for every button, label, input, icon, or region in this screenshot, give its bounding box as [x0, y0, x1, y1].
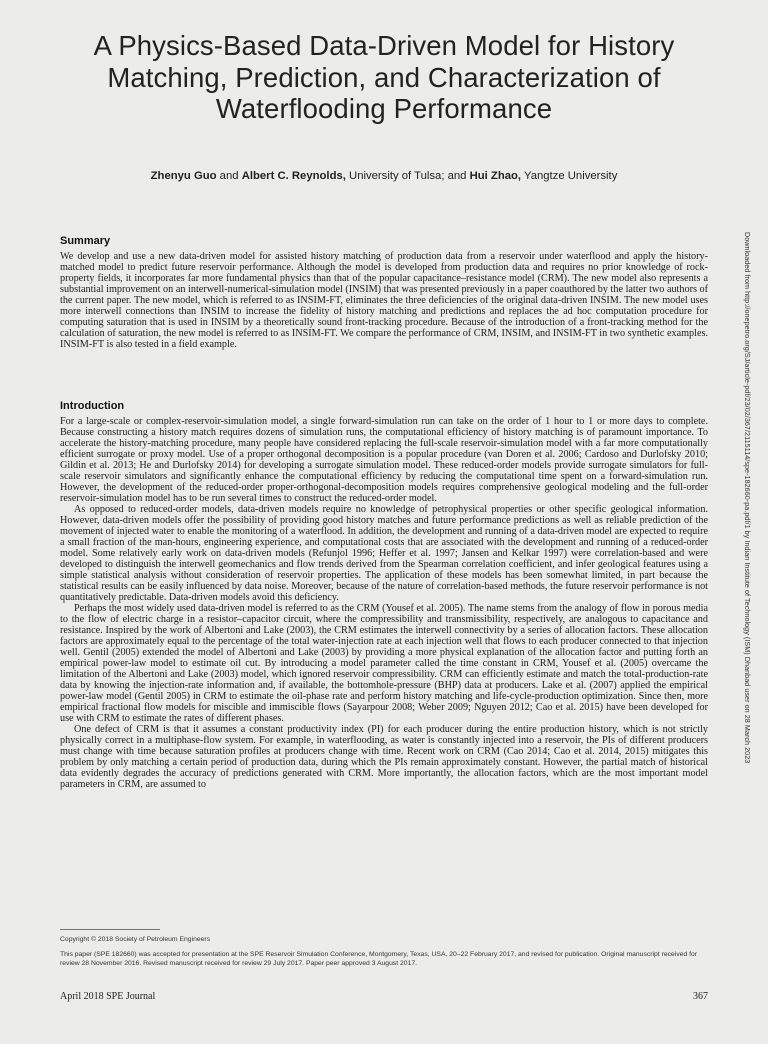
introduction-heading: Introduction: [60, 400, 125, 412]
author-name: Hui Zhao,: [469, 170, 522, 182]
introduction-body: [60, 416, 708, 790]
intro-paragraph: As opposed to reduced-order models, data-driven models require no knowledge of petrophysical properties or other specific geological information. However, data-driven models offer the possibility of providing good history matches and future performance predictions as well as reliable prediction of the movement of injected water to enable the monitoring of a waterflood. In addition, the development and running of a data-driven model are expected to require a small fraction of the man-hours, engineering experience, and computational costs that are associated with the development and running of a reduced-order model. Some relatively early work on data-driven models (Refunjol 1996; Heffer et al. 1997; Jansen and Kelkar 1997) were correlation-based and were developed to distinguish the interwell geomechanics and flow trends derived from the Spearman correlation coefficient, and infer geological features using a simple statistical analysis without consideration of reservoir properties. The application of these models has been somewhat limited, in part because the statistical results can be easily influenced by data noise. Moreover, because of the nature of correlation-based methods, the future reservoir performance is not quantitatively predictable. Data-driven models avoid this deficiency.: [60, 504, 708, 603]
intro-paragraph: For a large-scale or complex-reservoir-simulation model, a single forward-simulation run can take on the order of 1 hour to 1 or more days to complete. Because constructing a history match requires dozens of simulation runs, the computational efficiency of history matching is of paramount importance. To accelerate the history-matching procedure, many people have considered replacing the full-scale reservoir-simulation model with a far more computationally efficient surrogate or proxy model. Use of a proper orthogonal decomposition is a popular procedure (van Doren et al. 2006; Cardoso and Durlofsky 2010; Gildin et al. 2013; He and Durlofsky 2014) for developing a surrogate simulation model. These reduced-order models provide surrogate simulators for full-scale reservoir simulators and significantly enhance the computational efficiency by reducing the computational time spent on a forward-simulation run. However, the development of the reduced-order proper-orthogonal-decomposition models requires comprehensive geological modeling and the full-order reservoir-simulation model has to be run several times to construct the reduced-order model.: [60, 416, 708, 504]
intro-paragraph: One defect of CRM is that it assumes a constant productivity index (PI) for each producer during the entire production history, which is not strictly physically correct in a multiphase-flow system. For example, in waterflooding, as water is constantly injected into a reservoir, the PIs of different producers must change with time because saturation profiles at producers change with time. Recent work on CRM (Cao 2014; Cao et al. 2014, 2015) mitigates this problem by only matching a certain period of production data, during which the PIs remain approximately constant. However, the partial match of historical data evidently degrades the accuracy of predictions generated with CRM. More importantly, the allocation factors, which are the most important model parameters in CRM, are assumed to: [60, 724, 708, 790]
summary-heading: Summary: [60, 235, 111, 247]
summary-paragraph: We develop and use a new data-driven model for assisted history matching of production data from a reservoir under waterflood and apply the history-matched model to predict future reservoir performance. Although the model is developed from production data and requires no prior knowledge of rock-property fields, it incorporates far more fundamental physics than that of the popular capacitance–resistance model (CRM). The new model also represents a substantial improvement on an interwell-numerical-simulation model (INSIM) that was presented previously in a paper coauthored by the latter two authors of the current paper. The new model, which is referred to as INSIM-FT, eliminates the three deficiencies of the original data-driven INSIM. The new model uses more interwell connections than INSIM to increase the fidelity of history matching and predictions and replaces the ad hoc computation procedure for computing saturation that is used in INSIM by a theoretically sound front-tracking procedure. Because of the introduction of a front-tracking method for the calculation of saturation, the new model is referred to as INSIM-FT. We compare the performance of CRM, INSIM, and INSIM-FT in two synthetic examples. INSIM-FT is also tested in a field example.: [60, 251, 708, 350]
author-separator: and: [216, 170, 242, 182]
author-line: [40, 170, 728, 182]
author-name: Albert C. Reynolds,: [241, 170, 346, 182]
paper-title: A Physics-Based Data-Driven Model for History Matching, Prediction, and Characterization of Waterflooding Performance: [93, 30, 675, 124]
page-number: 367: [693, 991, 708, 1002]
summary-body: [60, 251, 708, 350]
download-watermark: Downloaded from http://onepetro.org/SJ/article-pdf/23/02/367/2115114/spe-182660-pa.pdf/1 by Indian Institute of Technology (ISM) Dhanbad user on 28 March 2023: [743, 232, 752, 764]
affiliation: University of Tulsa; and: [345, 170, 470, 182]
intro-paragraph: Perhaps the most widely used data-driven model is referred to as the CRM (Yousef et al. 2005). The name stems from the analogy of flow in porous media to the flow of electric charge in a resistor–capacitor circuit, where the compressibility and transmissibility, respectively, are analogous to capacitance and resistance. Inspired by the work of Albertoni and Lake (2003), the CRM estimates the interwell connectivity by a series of allocation factors. These allocation factors are approximately equal to the percentage of the total water-injection rate at each injection well that flows to each producer connected to that injection well. Gentil (2005) extended the model of Albertoni and Lake (2003) by providing a more physical explanation of the allocation factor and putting forth an empirical power-law model to estimate oil cut. By introducing a model parameter called the time constant in CRM, Yousef et al. (2005) overcame the limitation of the Albertoni and Lake (2003) model, which ignored reservoir compressibility. CRM can efficiently estimate and match the total-production-rate data by knowing the injection-rate information and, if available, the bottomhole-pressure (BHP) data at producers. Lake et al. (2007) applied the empirical power-law model (Gentil 2005) in CRM to estimate the oil-phase rate and perform history matching and life-cycle-production optimization. Since then, more empirical fractional flow models for miscible and immiscible flows (Sayarpour 2008; Weber 2009; Nguyen 2012; Cao et al. 2015) have been developed for use with CRM to estimate the rates of different phases.: [60, 603, 708, 724]
copyright-note: Copyright © 2018 Society of Petroleum Engineers: [60, 936, 211, 943]
author-name: Zhenyu Guo: [150, 170, 217, 182]
footnote-divider: [60, 929, 160, 930]
affiliation: Yangtze University: [521, 170, 618, 182]
publication-note: This paper (SPE 182660) was accepted for presentation at the SPE Reservoir Simulation Conference, Montgomery, Texas, USA, 20–22 February 2017, and revised for publication. Original manuscript received for review 28 November 2016. Revised manuscript received for review 29 July 2017. Paper peer approved 3 August 2017.: [60, 951, 698, 968]
journal-footer: April 2018 SPE Journal: [60, 991, 156, 1002]
